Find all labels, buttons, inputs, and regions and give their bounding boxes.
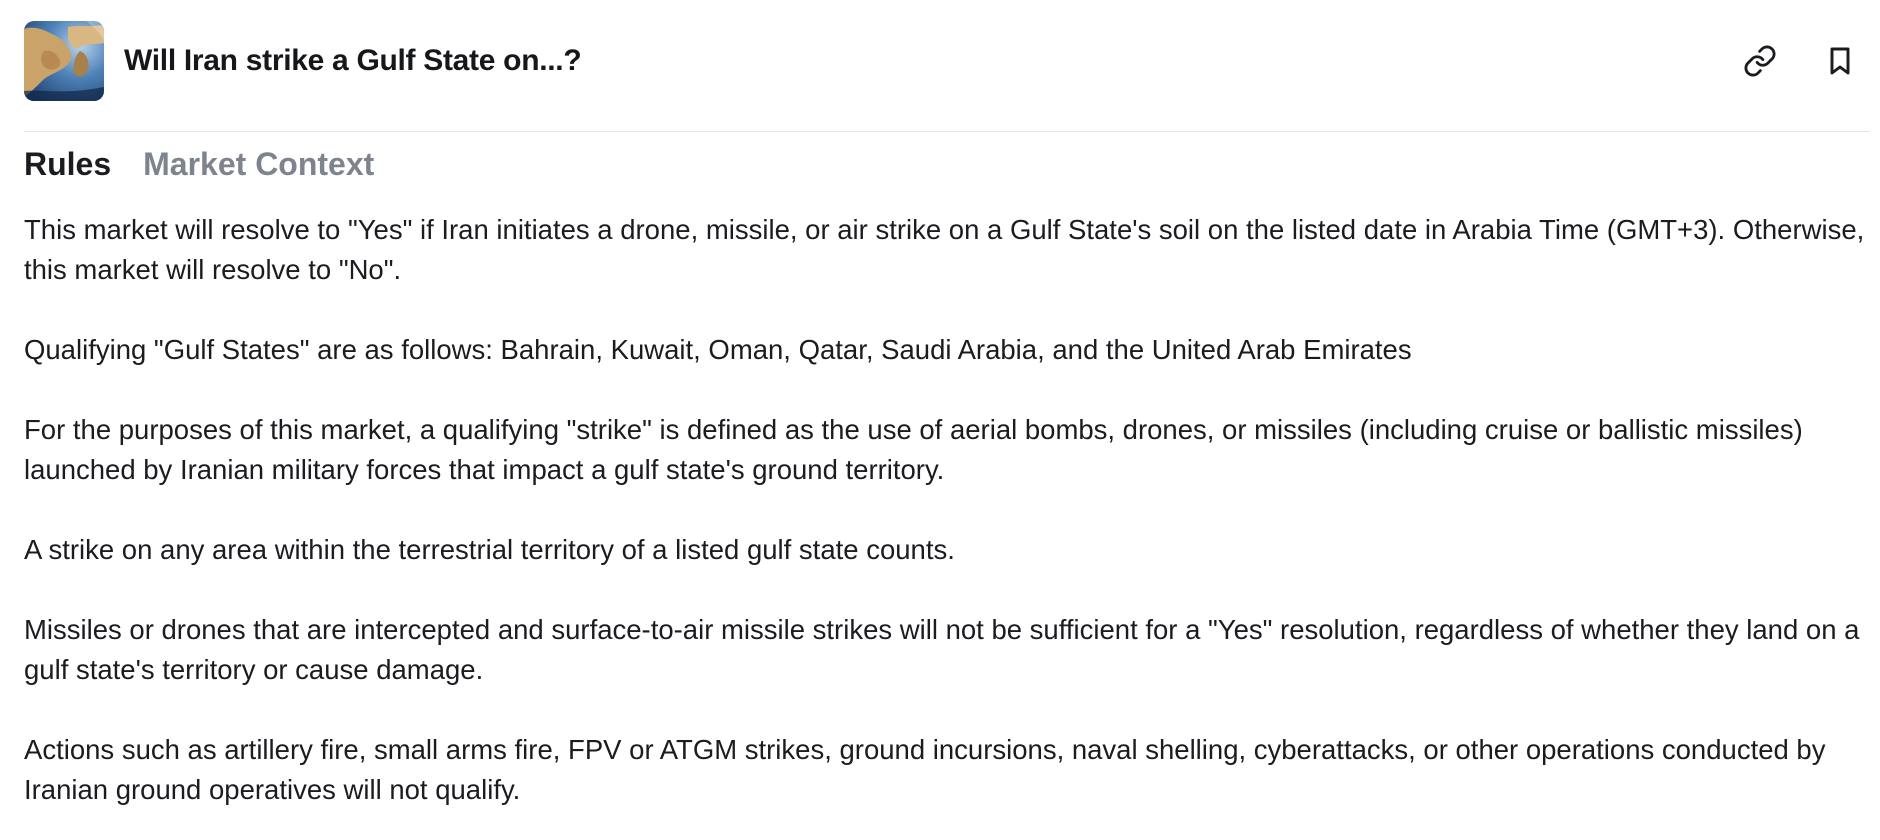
rules-paragraph: This market will resolve to "Yes" if Iran initiates a drone, missile, or air strike on a Gulf State's soil on the listed date in Arabia Time (GMT+3). Otherwise, this market will resolve to "No". — [24, 214, 1865, 285]
rules-content — [24, 210, 1870, 810]
rules-paragraph: Qualifying "Gulf States" are as follows: Bahrain, Kuwait, Oman, Qatar, Saudi Arabia, and the United Arab Emirates — [24, 334, 1412, 365]
bookmark-icon — [1824, 43, 1856, 79]
market-image — [24, 21, 104, 101]
rules-paragraph: A strike on any area within the terrestrial territory of a listed gulf state counts. — [24, 534, 955, 565]
market-header — [24, 0, 1870, 132]
market-title: Will Iran strike a Gulf State on...? — [124, 43, 582, 77]
bookmark-button[interactable] — [1818, 39, 1862, 83]
tab-rules[interactable]: Rules — [24, 146, 112, 182]
header-actions — [1738, 39, 1870, 83]
rules-paragraph: For the purposes of this market, a qualifying "strike" is defined as the use of aerial bombs, drones, or missiles (including cruise or ballistic missiles) launched by Iranian military forces that impact a gulf state's ground territory. — [24, 414, 1803, 485]
rules-paragraph: Missiles or drones that are intercepted and surface-to-air missile strikes will not be sufficient for a "Yes" resolution, regardless of whether they land on a gulf state's territory or cause damage. — [24, 614, 1860, 685]
link-icon — [1743, 44, 1777, 78]
rules-paragraph: Actions such as artillery fire, small arms fire, FPV or ATGM strikes, ground incursions, naval shelling, cyberattacks, or other operations conducted by Iranian ground operatives will not qualify. — [24, 734, 1826, 805]
tab-bar — [24, 132, 1856, 196]
tab-market-context[interactable]: Market Context — [143, 146, 375, 182]
copy-link-button[interactable] — [1738, 39, 1782, 83]
